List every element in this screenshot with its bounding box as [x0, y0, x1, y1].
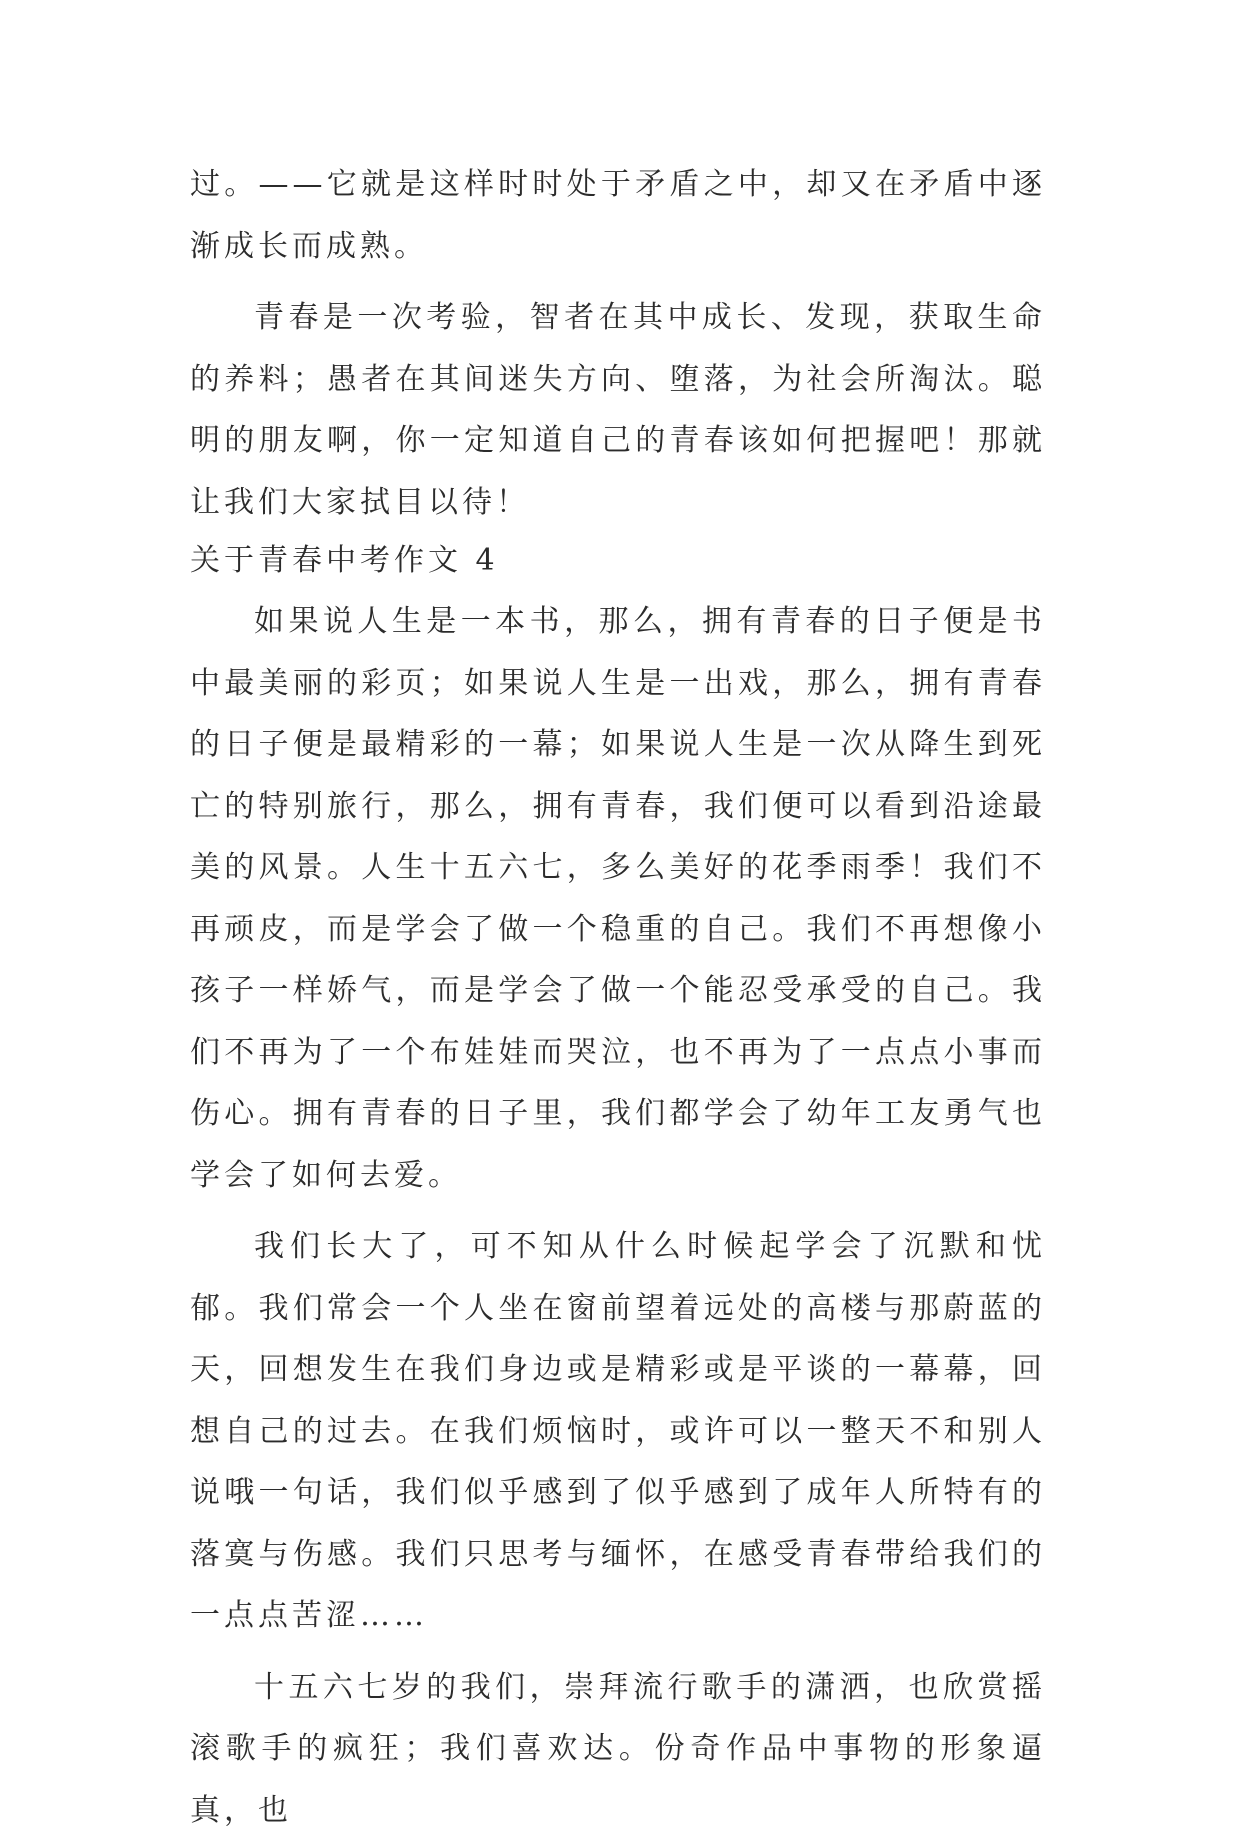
paragraph: 我们长大了，可不知从什么时候起学会了沉默和忧郁。我们常会一个人坐在窗前望着远处的高楼与那蔚蓝的天，回想发生在我们身边或是精彩或是平谈的一幕幕，回想自己的过去。在我们烦恼时，或许可以一整天不和别人说哦一句话，我们似乎感到了似乎感到了成年人所特有的落寞与伤感。我们只思考与缅怀，在感受青春带给我们的一点点苦涩……: [190, 1216, 1046, 1647]
paragraph: 过。——它就是这样时时处于矛盾之中，却又在矛盾中逐渐成长而成熟。: [190, 154, 1046, 277]
document-body: [190, 154, 1046, 1841]
paragraph: 青春是一次考验，智者在其中成长、发现，获取生命的养料；愚者在其间迷失方向、堕落，为社会所淘汰。聪明的朋友啊，你一定知道自己的青春该如何把握吧！那就让我们大家拭目以待！: [190, 287, 1046, 533]
paragraph: 十五六七岁的我们，崇拜流行歌手的潇洒，也欣赏摇滚歌手的疯狂；我们喜欢达。份奇作品中事物的形象逼真，也: [190, 1657, 1046, 1841]
paragraph: 如果说人生是一本书，那么，拥有青春的日子便是书中最美丽的彩页；如果说人生是一出戏，那么，拥有青春的日子便是最精彩的一幕；如果说人生是一次从降生到死亡的特别旅行，那么，拥有青春，我们便可以看到沿途最美的风景。人生十五六七，多么美好的花季雨季！我们不再顽皮，而是学会了做一个稳重的自己。我们不再想像小孩子一样娇气，而是学会了做一个能忍受承受的自己。我们不再为了一个布娃娃而哭泣，也不再为了一点点小事而伤心。拥有青春的日子里，我们都学会了幼年工友勇气也学会了如何去爱。: [190, 591, 1046, 1206]
section-heading: 关于青春中考作文 4: [190, 533, 1046, 589]
